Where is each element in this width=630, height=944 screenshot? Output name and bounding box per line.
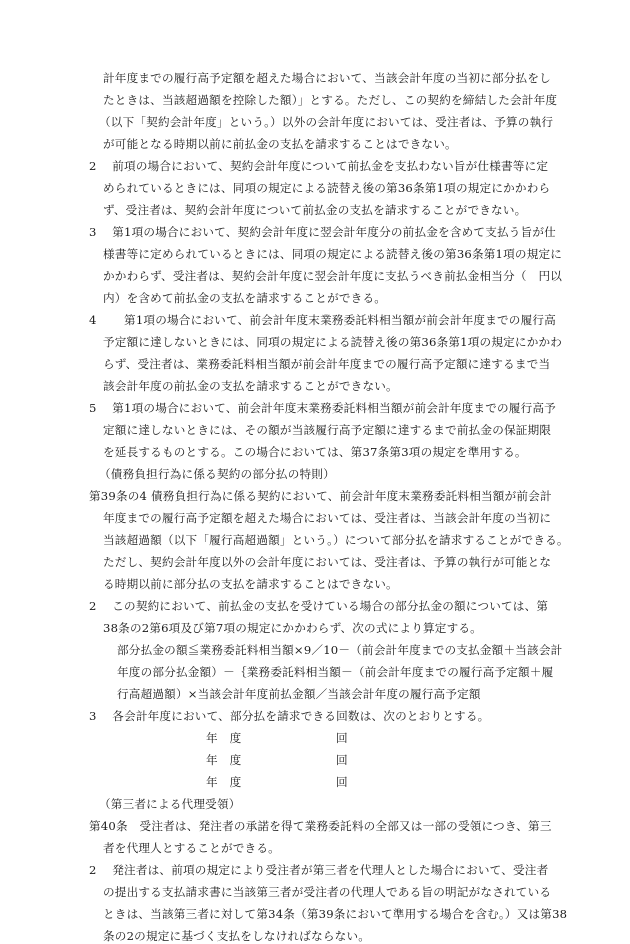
text-line: められているときには、同項の規定による読替え後の第36条第1項の規定にかかわら bbox=[103, 181, 551, 195]
text-line: を延長するものとする。この場合においては、第37条第3項の規定を準用する。 bbox=[103, 445, 527, 459]
text-line: 当該超過額（以下「履行高超過額」という。）について部分払を請求することができる。 bbox=[103, 533, 569, 547]
text-line: ただし、契約会計年度以外の会計年度においては、受注者は、予算の執行が可能とな bbox=[103, 555, 552, 569]
section-heading: （債務負担行為に係る契約の部分払の特則） bbox=[99, 467, 335, 481]
count-label: 回 bbox=[336, 731, 348, 745]
text-line: らず、受注者は、業務委託料相当額が前会計年度までの履行高予定額に達するまで当 bbox=[103, 357, 551, 371]
text-line: ときは、当該第三者に対して第34条（第39条において準用する場合を含む。）又は第38 bbox=[103, 907, 568, 921]
text-line: 内）を含めて前払金の支払を請求することができる。 bbox=[103, 291, 387, 305]
paragraph-2-line: 2 前項の場合において、契約会計年度について前払金を支払わない旨が仕様書等に定 bbox=[89, 159, 549, 173]
text-line: 者を代理人とすることができる。 bbox=[103, 841, 280, 855]
text-line: の提出する支払請求書に当該第三者が受注者の代理人である旨の明記がなされている bbox=[103, 885, 552, 899]
paragraph-2-line: 2 発注者は、前項の規定により受注者が第三者を代理人とした場合において、受注者 bbox=[89, 863, 549, 877]
paragraph-4-line: 4 第1項の場合において、前会計年度末業務委託料相当額が前会計年度までの履行高 bbox=[89, 313, 556, 327]
installment-row bbox=[206, 730, 348, 746]
installment-row bbox=[206, 752, 348, 768]
article-39-4-line: 第39条の4 債務負担行為に係る契約において、前会計年度末業務委託料相当額が前会計 bbox=[89, 489, 552, 503]
paragraph-3-line: 3 第1項の場合において、契約会計年度に翌会計年度分の前払金を含めて支払う旨が仕 bbox=[89, 225, 556, 239]
text-line: ず、受注者は、契約会計年度について前払金の支払を請求することができない。 bbox=[103, 203, 527, 217]
text-line: 年度までの履行高予定額を超えた場合においては、受注者は、当該会計年度の当初に bbox=[103, 511, 552, 525]
year-label: 年 度 bbox=[206, 775, 242, 789]
text-line: 条の2の規定に基づく支払をしなければならない。 bbox=[103, 929, 371, 943]
text-line: 定額に達しないときには、その額が当該履行高予定額に達するまで前払金の保証期限 bbox=[103, 423, 552, 437]
text-line: （以下「契約会計年度」という。）以外の会計年度においては、受注者は、予算の執行 bbox=[99, 115, 554, 129]
text-line: 様書等に定められているときには、同項の規定による読替え後の第36条第1項の規定に bbox=[103, 247, 563, 261]
text-line: る時期以前に部分払の支払を請求することはできない。 bbox=[103, 577, 398, 591]
count-label: 回 bbox=[336, 753, 348, 767]
formula-line: 部分払金の額≦業務委託料相当額×9／10－（前会計年度までの支払金額＋当該会計 bbox=[117, 643, 563, 657]
text-line: 38条の2第6項及び第7項の規定にかかわらず、次の式により算定する。 bbox=[103, 621, 482, 635]
paragraph-2-line: 2 この契約において、前払金の支払を受けている場合の部分払金の額については、第 bbox=[89, 599, 549, 613]
text-line: が可能となる時期以前に前払金の支払を請求することはできない。 bbox=[103, 137, 457, 151]
formula-line: 年度の部分払金額）－｛業務委託料相当額－（前会計年度までの履行高予定額＋履 bbox=[117, 665, 554, 679]
year-label: 年 度 bbox=[206, 731, 242, 745]
installment-row bbox=[206, 774, 348, 790]
formula-line: 行高超過額）×当該会計年度前払金額／当該会計年度の履行高予定額 bbox=[117, 687, 481, 701]
text-line: たときは、当該超過額を控除した額）」とする。ただし、この契約を締結した会計年度 bbox=[103, 93, 558, 107]
text-line: 予定額に達しないときには、同項の規定による読替え後の第36条第1項の規定にかかわ bbox=[103, 335, 563, 349]
article-40-line: 第40条 受注者は、発注者の承諾を得て業務委託料の全部又は一部の受領につき、第三 bbox=[89, 819, 552, 833]
text-line: 計年度までの履行高予定額を超えた場合において、当該会計年度の当初に部分払をし bbox=[103, 71, 551, 85]
text-line: 該会計年度の前払金の支払を請求することができない。 bbox=[103, 379, 398, 393]
paragraph-3-line: 3 各会計年度において、部分払を請求できる回数は、次のとおりとする。 bbox=[89, 709, 490, 723]
paragraph-5-line: 5 第1項の場合において、前会計年度末業務委託料相当額が前会計年度までの履行高予 bbox=[89, 401, 556, 415]
year-label: 年 度 bbox=[206, 753, 242, 767]
text-line: かかわらず、受注者は、契約会計年度に翌会計年度に支払うべき前払金相当分（ 円以 bbox=[103, 269, 563, 283]
count-label: 回 bbox=[336, 775, 348, 789]
section-heading: （第三者による代理受領） bbox=[99, 797, 241, 811]
